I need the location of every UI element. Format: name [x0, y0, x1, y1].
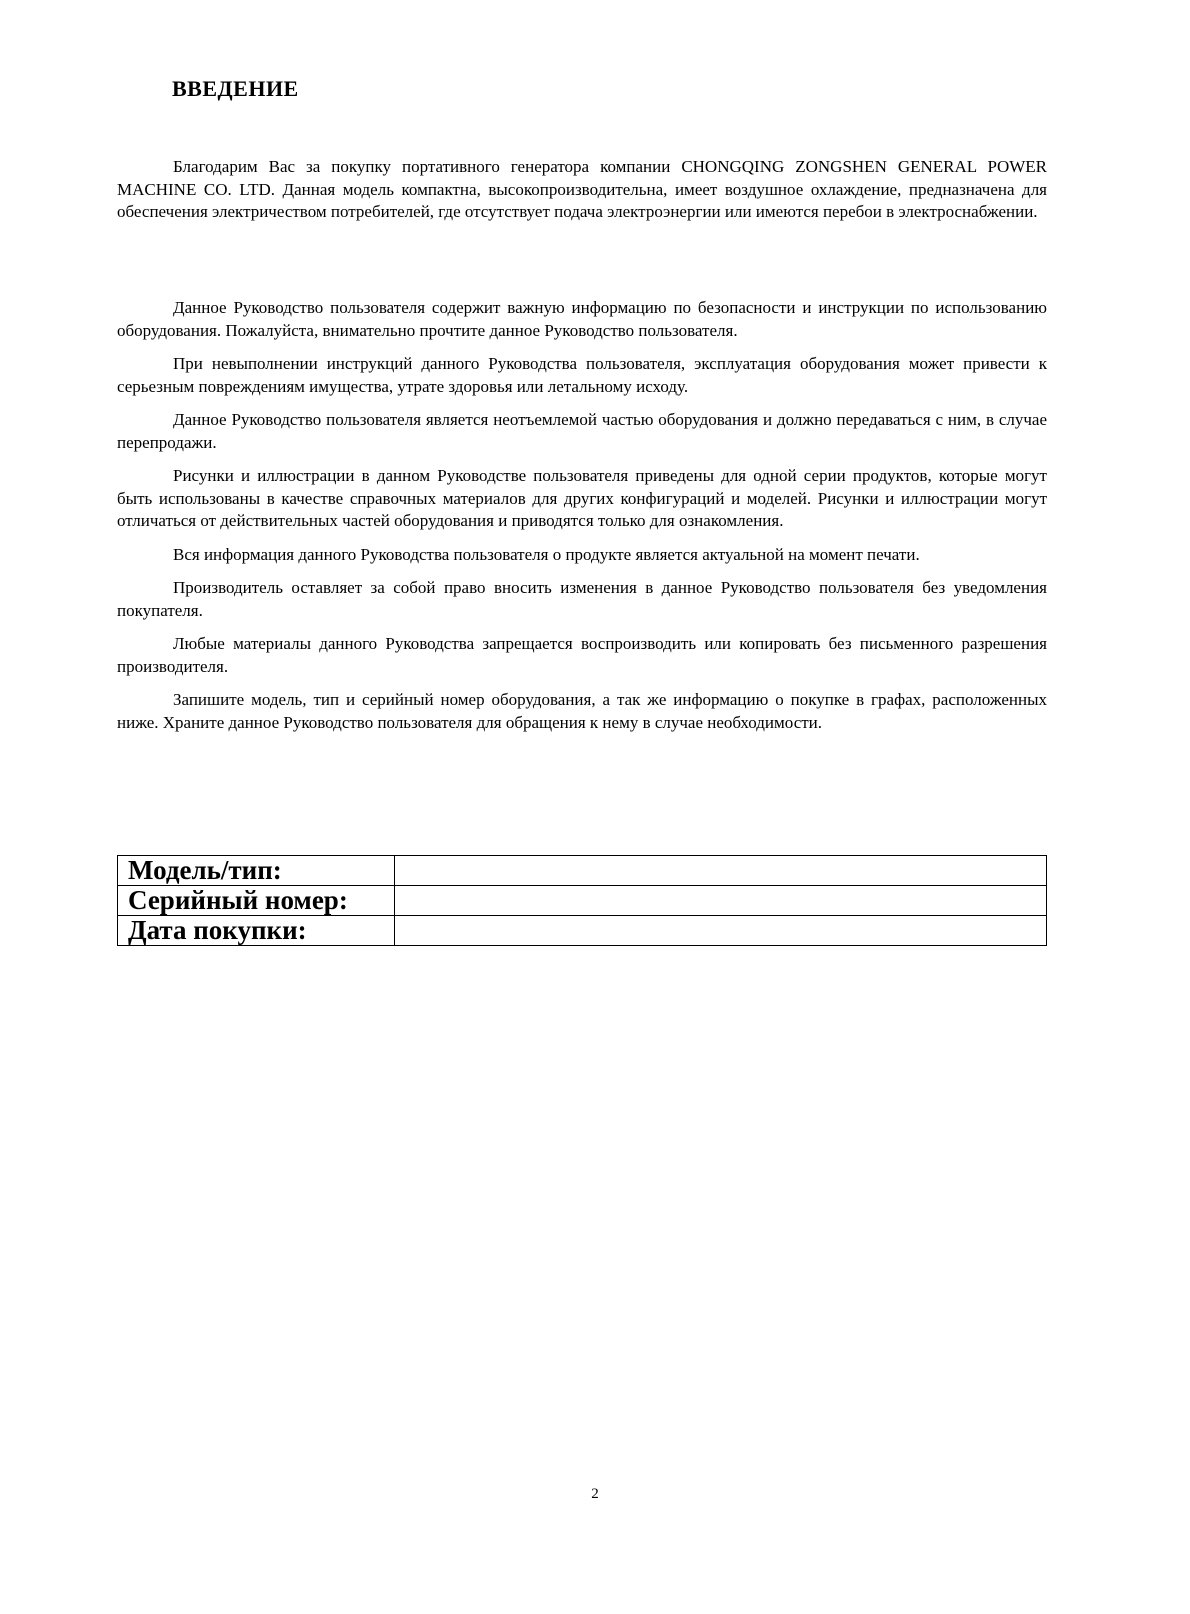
- intro-paragraph: Благодарим Вас за покупку портативного генератора компании CHONGQING ZONGSHEN GENERAL POWER MACHINE CO. LTD. Данная модель компактна, высокопроизводительна, имеет воздушное охлаждение, предназначена для обеспечения электричеством потребителей, где отсутствует подача электроэнергии или имеются перебои в электроснабжении.: [117, 157, 1047, 221]
- table-row: [118, 916, 1047, 946]
- instructions-section: [117, 297, 1047, 745]
- page-number: 2: [591, 1486, 599, 1502]
- paragraph-actuality: Вся информация данного Руководства пользователя о продукте является актуальной на момент печати.: [173, 544, 920, 564]
- product-info-table: [117, 855, 1047, 946]
- paragraph-safety-info: Данное Руководство пользователя содержит важную информацию по безопасности и инструкции по использованию оборудования. Пожалуйста, внимательно прочтите данное Руководство пользователя.: [117, 298, 1047, 340]
- serial-number-field[interactable]: [395, 886, 1047, 916]
- intro-section: [117, 156, 1047, 235]
- paragraph-record-info: Запишите модель, тип и серийный номер оборудования, а так же информацию о покупке в графах, расположенных ниже. Храните данное Руководство пользователя для обращения к нему в случае необходимости.: [117, 690, 1047, 732]
- model-type-field[interactable]: [395, 856, 1047, 886]
- purchase-date-label: Дата покупки:: [118, 916, 395, 946]
- purchase-date-field[interactable]: [395, 916, 1047, 946]
- serial-number-label: Серийный номер:: [118, 886, 395, 916]
- paragraph-changes: Производитель оставляет за собой право вносить изменения в данное Руководство пользователя без уведомления покупателя.: [117, 578, 1047, 620]
- paragraph-resale: Данное Руководство пользователя является неотъемлемой частью оборудования и должно передаваться с ним, в случае перепродажи.: [117, 410, 1047, 452]
- page-title: ВВЕДЕНИЕ: [172, 76, 299, 101]
- paragraph-warning: При невыполнении инструкций данного Руководства пользователя, эксплуатация оборудования может привести к серьезным повреждениям имущества, утрате здоровья или летальному исходу.: [117, 354, 1047, 396]
- paragraph-illustrations: Рисунки и иллюстрации в данном Руководстве пользователя приведены для одной серии продуктов, которые могут быть использованы в качестве справочных материалов для других конфигураций и моделей. Рисунки и иллюстрации могут отличаться от действительных частей оборудования и приводятся только для ознакомления.: [117, 466, 1047, 530]
- paragraph-copyright: Любые материалы данного Руководства запрещается воспроизводить или копировать без письменного разрешения производителя.: [117, 634, 1047, 676]
- table-row: [118, 886, 1047, 916]
- model-type-label: Модель/тип:: [118, 856, 395, 886]
- table-row: [118, 856, 1047, 886]
